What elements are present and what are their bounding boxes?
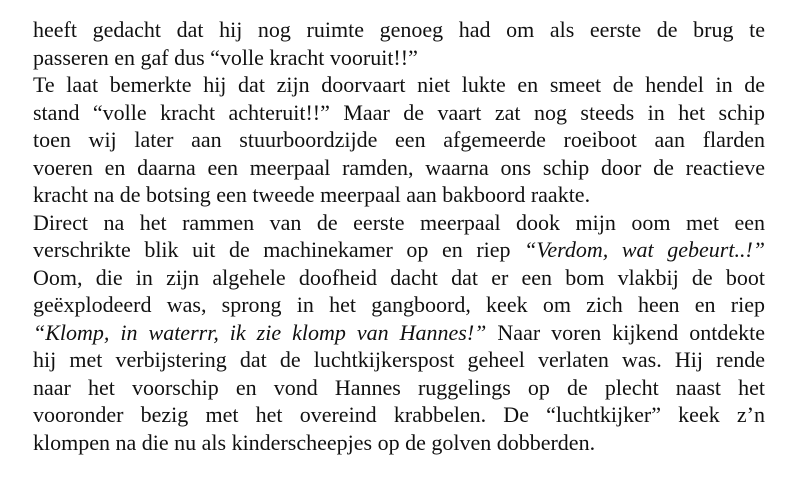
text-segment: Te laat bemerkte hij dat zijn doorvaart niet lukte en smeet de hendel in de <box>33 72 765 97</box>
text-segment: kracht na de botsing een tweede meerpaal aan bakboord raakte. <box>33 182 591 207</box>
text-segment: verschrikte blik uit de machinekamer op en riep <box>33 237 525 262</box>
text-line <box>33 319 765 347</box>
text-segment: heeft gedacht dat hij nog ruimte genoeg had om als eerste de brug te <box>33 17 765 42</box>
text-line <box>33 401 765 429</box>
italic-quote: “Verdom, wat gebeurt..!” <box>524 237 766 262</box>
text-line <box>33 346 765 374</box>
body-text <box>33 16 765 456</box>
text-segment: geëxplodeerd was, sprong in het gangboord, keek om zich heen en riep <box>33 292 765 317</box>
text-line <box>33 429 765 457</box>
text-segment: Oom, die in zijn algehele doofheid dacht dat er een bom vlakbij de boot <box>33 264 765 290</box>
text-segment: vooronder bezig met het overeind krabbelen. De “luchtkijker” keek z’n <box>33 402 765 427</box>
text-segment: voeren en daarna een meerpaal ramden, waarna ons schip door de reactieve <box>33 154 765 180</box>
text-line <box>33 154 765 182</box>
text-line <box>33 264 765 292</box>
text-line <box>33 99 765 127</box>
text-line <box>33 209 765 237</box>
text-segment: passeren en gaf dus “volle kracht vooruit!!” <box>33 44 418 70</box>
text-line <box>33 126 765 154</box>
text-segment: Direct na het rammen van de eerste meerpaal dook mijn oom met een <box>33 209 765 235</box>
text-line <box>33 16 765 44</box>
text-line <box>33 181 765 209</box>
text-line <box>33 71 765 99</box>
text-line <box>33 291 765 319</box>
text-line <box>33 374 765 402</box>
text-segment: klompen na die nu als kinderscheepjes op de golven dobberden. <box>33 429 596 455</box>
text-segment: stand “volle kracht achteruit!!” Maar de vaart zat nog steeds in het schip <box>33 99 765 125</box>
text-segment: Naar voren kijkend ontdekte <box>486 319 765 345</box>
text-line <box>33 236 765 264</box>
text-segment: toen wij later aan stuurboordzijde een afgemeerde roeiboot aan flarden <box>33 127 765 152</box>
text-segment: naar het voorschip en vond Hannes ruggelings op de plecht naast het <box>33 374 765 400</box>
italic-quote: “Klomp, in waterrr, ik zie klomp van Hannes!” <box>33 319 487 345</box>
text-line <box>33 44 765 72</box>
text-segment: hij met verbijstering dat de luchtkijkerspost geheel verlaten was. Hij rende <box>33 347 765 372</box>
